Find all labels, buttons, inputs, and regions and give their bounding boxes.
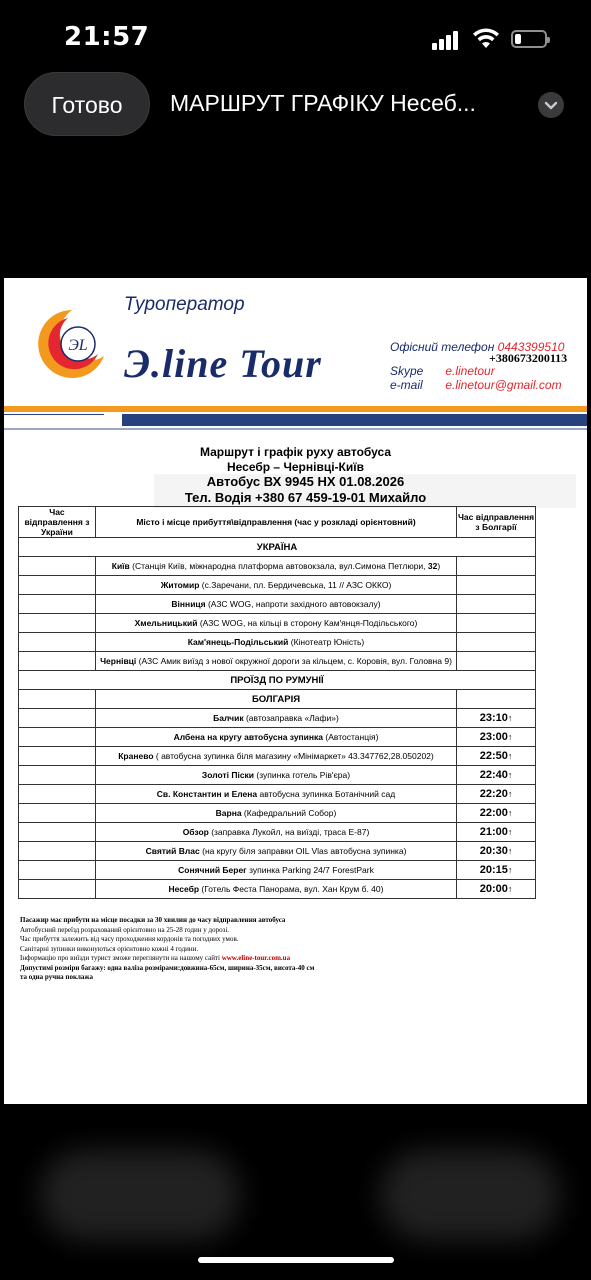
section-row [19, 671, 536, 690]
stop-city: Св. Константин и Елена [156, 789, 258, 799]
stop-city: Балчик [213, 713, 244, 723]
stop-city: Сонячний Берег [178, 865, 247, 875]
departure-time [457, 861, 536, 880]
stop-city: Обзор [182, 827, 209, 837]
stop-place: автобусна зупинка Ботанічний сад [257, 789, 396, 799]
empty-cell [19, 690, 96, 709]
arrow-up-icon: ↑ [507, 827, 513, 837]
empty-cell [19, 766, 96, 785]
departure-time [457, 804, 536, 823]
stop-city: Чернівці [100, 656, 137, 666]
stop-cell [95, 747, 456, 766]
empty-cell [19, 652, 96, 671]
arrow-up-icon: ↑ [507, 789, 513, 799]
mobile-phone: +380673200113 [489, 351, 568, 365]
departure-time-value: 21:00 [479, 826, 508, 838]
office-phone-number: 0443399510 [497, 340, 565, 354]
table-row [19, 652, 536, 671]
empty-cell [19, 614, 96, 633]
website-link[interactable]: www.eline-tour.com.ua [221, 954, 291, 962]
section-row [19, 538, 536, 557]
departure-time [457, 785, 536, 804]
stop-cell [95, 652, 456, 671]
departure-time [457, 766, 536, 785]
table-row [19, 880, 536, 899]
company-logo-icon [32, 304, 112, 384]
stop-city: Вінниця [171, 599, 206, 609]
note-stops: Санітарні зупинки виконуються орієнтовно кожні 4 години. [20, 944, 199, 953]
email-label: e-mail [390, 378, 423, 392]
stop-place: (АЗС Амик виїзд з нової окружної дороги за кільцем, с. Коровія, вул. Головна 9) [136, 656, 452, 666]
stop-place: (АЗС WOG, на кільці в сторону Кам'янця-Подільського) [197, 618, 418, 628]
departure-time-value: 22:20 [479, 788, 508, 800]
note-website [20, 954, 420, 964]
stop-place: (Готель Феста Панорама, вул. Хан Крум б. 40) [199, 884, 384, 894]
route-title: Маршрут і графік руху автобуса [199, 445, 392, 459]
home-indicator[interactable] [198, 1257, 394, 1263]
stop-cell [95, 842, 456, 861]
arrow-up-icon: ↑ [507, 865, 513, 875]
departure-time-value: 23:00 [479, 731, 508, 743]
skype-contact [390, 364, 495, 378]
arrow-up-icon: ↑ [507, 751, 513, 761]
arrow-up-icon: ↑ [507, 732, 513, 742]
table-row [19, 614, 536, 633]
departure-time [457, 842, 536, 861]
departure-time-value: 20:15 [479, 864, 508, 876]
col-place: Місто і місце прибуття\відправлення (час у розкладі орієнтовний) [95, 507, 456, 538]
stop-cell [95, 823, 456, 842]
empty-cell [457, 614, 536, 633]
stop-city: Київ [111, 561, 130, 571]
header-stripe [4, 406, 587, 412]
notes-block [20, 916, 420, 983]
empty-cell [19, 747, 96, 766]
table-header-row [19, 507, 536, 538]
arrow-up-icon: ↑ [507, 808, 513, 818]
table-row [19, 595, 536, 614]
stop-city: Албена на кругу автобусна зупинка [173, 732, 324, 742]
empty-cell [19, 804, 96, 823]
empty-cell [19, 880, 96, 899]
stop-city: Золоті Піски [201, 770, 255, 780]
driver-phone: Тел. Водія +380 67 459-19-01 Михайло [184, 490, 427, 505]
stop-cell [95, 557, 456, 576]
brand-name: Э.line Tour [124, 341, 322, 386]
table-row [19, 557, 536, 576]
stop-cell [95, 880, 456, 899]
status-bar [0, 0, 591, 70]
stop-city: Кранево [118, 751, 154, 761]
stop-place: (АЗС WOG, напроти західного автовокзалу) [205, 599, 381, 609]
section-row [19, 690, 536, 709]
departure-time-value: 20:00 [479, 883, 508, 895]
note-arrival: Пасажир має прибути на місце посадки за 30 хвилин до часу відправлення автобуса [20, 916, 286, 924]
stop-cell [95, 766, 456, 785]
empty-cell [19, 861, 96, 880]
blurred-toolbar-right [380, 1150, 560, 1240]
tour-operator-label: Туроператор [124, 294, 245, 315]
office-phone-label: Офісний телефон [390, 340, 495, 354]
empty-cell [457, 557, 536, 576]
document-title: МАРШРУТ ГРАФІКУ Несеб... [170, 90, 476, 116]
departure-time-value: 22:50 [479, 750, 508, 762]
table-row [19, 842, 536, 861]
empty-cell [19, 823, 96, 842]
departure-time-value: 22:00 [479, 807, 508, 819]
stop-place: (Станція Київ, міжнародна платформа автовокзала, вул.Симона Петлюри, [129, 561, 428, 571]
empty-cell [19, 576, 96, 595]
table-row [19, 747, 536, 766]
stop-cell [95, 614, 456, 633]
route-direction: Несебр – Чернівці-Київ [226, 460, 364, 474]
chevron-down-icon[interactable] [538, 92, 564, 118]
table-row [19, 633, 536, 652]
stop-place: (автозаправка «Лафи») [243, 713, 339, 723]
stop-place: (Кінотеатр Юність) [288, 637, 365, 647]
stop-cell [95, 576, 456, 595]
table-row [19, 576, 536, 595]
stop-city: Варна [215, 808, 242, 818]
header-stripe-blue [4, 414, 587, 426]
stop-cell [95, 728, 456, 747]
table-row [19, 823, 536, 842]
departure-time [457, 747, 536, 766]
empty-cell [19, 785, 96, 804]
skype-id: e.linetour [445, 364, 495, 378]
wifi-icon [472, 26, 500, 50]
status-time: 21:57 [64, 22, 150, 52]
stop-cell [95, 595, 456, 614]
stop-city: Житомир [160, 580, 200, 590]
departure-time [457, 709, 536, 728]
stop-city: Несебр [168, 884, 200, 894]
document-page[interactable] [4, 278, 587, 1104]
stop-place: (Кафедральний Собор) [241, 808, 337, 818]
table-row [19, 804, 536, 823]
section-romania: ПРОЇЗД ПО РУМУНІЇ [19, 671, 536, 690]
departure-time [457, 728, 536, 747]
logo-letters: ЭL [68, 337, 88, 354]
empty-cell [457, 595, 536, 614]
arrow-up-icon: ↑ [507, 846, 513, 856]
stop-cell [95, 804, 456, 823]
stop-cell [95, 633, 456, 652]
empty-cell [19, 633, 96, 652]
table-row [19, 766, 536, 785]
stop-place: (на кругу біля заправки OIL Vlas автобусна зупинка) [199, 846, 407, 856]
stop-place: (зупинка готель Рів'єра) [254, 770, 351, 780]
empty-cell [19, 557, 96, 576]
schedule-table [18, 506, 536, 899]
skype-label: Skype [390, 364, 424, 378]
arrow-up-icon: ↑ [507, 884, 513, 894]
empty-cell [19, 842, 96, 861]
section-ukraine: УКРАЇНА [19, 538, 536, 557]
stop-city: Хмельницький [134, 618, 198, 628]
stop-place: (Автостанція) [323, 732, 379, 742]
departure-time [457, 823, 536, 842]
note-website-text: Інформацію про виїзди турист зможе переглянути на нашому сайті [20, 954, 222, 962]
departure-time-value: 22:40 [479, 769, 508, 781]
cellular-signal-icon [432, 30, 462, 50]
done-button[interactable]: Готово [24, 72, 150, 136]
stop-cell [95, 861, 456, 880]
table-row [19, 709, 536, 728]
col-bulgaria-departure: Час відправлення з Болгарії [457, 507, 536, 538]
note-luggage: Допустимі розміри багажу: одна валіза розмірами:довжина-65см, ширина-35см, висота-40 см [20, 963, 315, 972]
stop-place: (заправка Лукойл, на виїзді, траса Е-87) [208, 827, 370, 837]
empty-cell [457, 633, 536, 652]
empty-cell [19, 728, 96, 747]
table-row [19, 785, 536, 804]
arrow-up-icon: ↑ [507, 770, 513, 780]
ukraine-rows [19, 557, 536, 671]
empty-cell [457, 652, 536, 671]
departure-time-value: 20:30 [479, 845, 508, 857]
bulgaria-rows [19, 709, 536, 899]
stop-city: Святий Влас [145, 846, 200, 856]
stop-place-tail: ) [437, 561, 441, 571]
note-duration: Автобусний переїзд розрахований орієнтовно на 25-28 годин у дорозі. [20, 925, 230, 934]
note-borders: Час прибуття залежить від часу проходження кордонів та погодних умов. [20, 935, 239, 943]
empty-cell [457, 576, 536, 595]
col-ukraine-departure: Час відправлення з України [19, 507, 96, 538]
stop-place: зупинка Parking 24/7 ForestPark [246, 865, 374, 875]
stop-place: ( автобусна зупинка біля магазину «Мінімаркет» 43.347762,28.050202) [153, 751, 434, 761]
battery-icon [511, 30, 547, 48]
empty-cell [19, 709, 96, 728]
arrow-up-icon: ↑ [507, 713, 513, 723]
stop-cell [95, 709, 456, 728]
table-row [19, 728, 536, 747]
blurred-toolbar-left [40, 1150, 240, 1240]
viewer-toolbar [0, 70, 591, 140]
email-contact [390, 378, 562, 392]
stop-cell [95, 785, 456, 804]
header-stripe-thin [4, 428, 587, 430]
empty-cell [19, 595, 96, 614]
email-address: e.linetour@gmail.com [445, 378, 562, 392]
departure-time-value: 23:10 [479, 712, 508, 724]
empty-cell [457, 690, 536, 709]
stop-number: 32 [427, 561, 438, 571]
table-row [19, 861, 536, 880]
bus-info: Автобус ВХ 9945 НХ 01.08.2026 [206, 474, 405, 489]
departure-time [457, 880, 536, 899]
stop-place: (с.Заречани, пл. Бердичевська, 11 // АЗС ОККО) [199, 580, 392, 590]
section-bulgaria: БОЛГАРІЯ [95, 690, 456, 709]
stop-city: Кам'янець-Подільський [187, 637, 289, 647]
note-hand-luggage: та одна ручна поклажа [20, 973, 93, 981]
